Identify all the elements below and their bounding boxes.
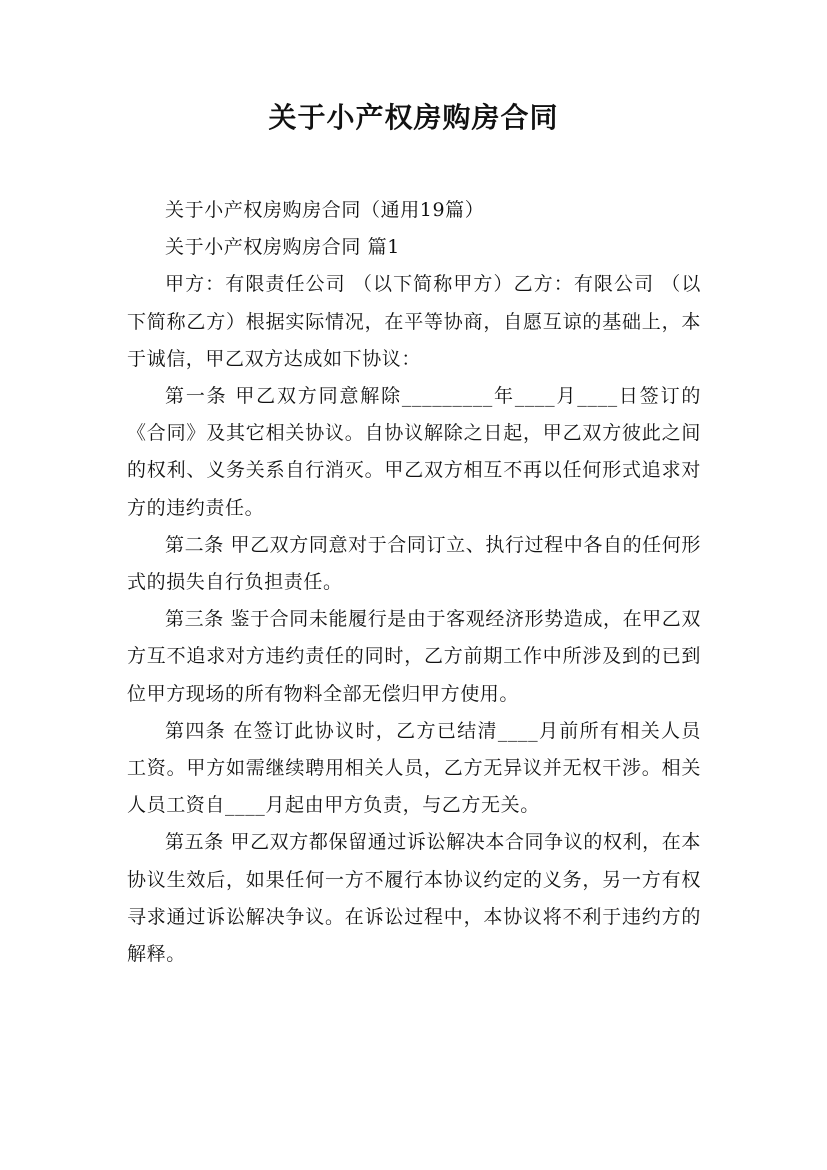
document-body xyxy=(127,192,701,973)
paragraph-article-1: 第一条 甲乙双方同意解除_________年____月____日签订的《合同》及其它相关协议。自协议解除之日起，甲乙双方彼此之间的权利、义务关系自行消灭。甲乙双方相互不再以任何形式追求对方的违约责任。 xyxy=(127,385,701,519)
paragraph-article-4: 第四条 在签订此协议时，乙方已结清____月前所有相关人员工资。甲方如需继续聘用相关人员，乙方无异议并无权干涉。相关人员工资自____月起由甲方负责，与乙方无关。 xyxy=(127,719,701,817)
document-title: 关于小产权房购房合同 xyxy=(268,101,559,134)
paragraph-article-5: 第五条 甲乙双方都保留通过诉讼解决本合同争议的权利，在本协议生效后，如果任何一方不履行本协议约定的义务，另一方有权寻求通过诉讼解决争议。在诉讼过程中，本协议将不利于违约方的解释。 xyxy=(127,831,701,966)
paragraph-article-2: 第二条 甲乙双方同意对于合同订立、执行过程中各自的任何形式的损失自行负担责任。 xyxy=(127,533,701,594)
paragraph-doc-heading: 关于小产权房购房合同（通用19篇） xyxy=(165,199,485,221)
paragraph-parties: 甲方：有限责任公司 （以下简称甲方）乙方：有限公司 （以下简称乙方）根据实际情况，在平等协商，自愿互谅的基础上，本于诚信，甲乙双方达成如下协议： xyxy=(127,273,701,370)
paragraph-article-3: 第三条 鉴于合同未能履行是由于客观经济形势造成，在甲乙双方互不追求对方违约责任的同时，乙方前期工作中所涉及到的已到位甲方现场的所有物料全部无偿归甲方使用。 xyxy=(127,608,701,705)
paragraph-section-heading: 关于小产权房购房合同 篇1 xyxy=(165,236,400,259)
